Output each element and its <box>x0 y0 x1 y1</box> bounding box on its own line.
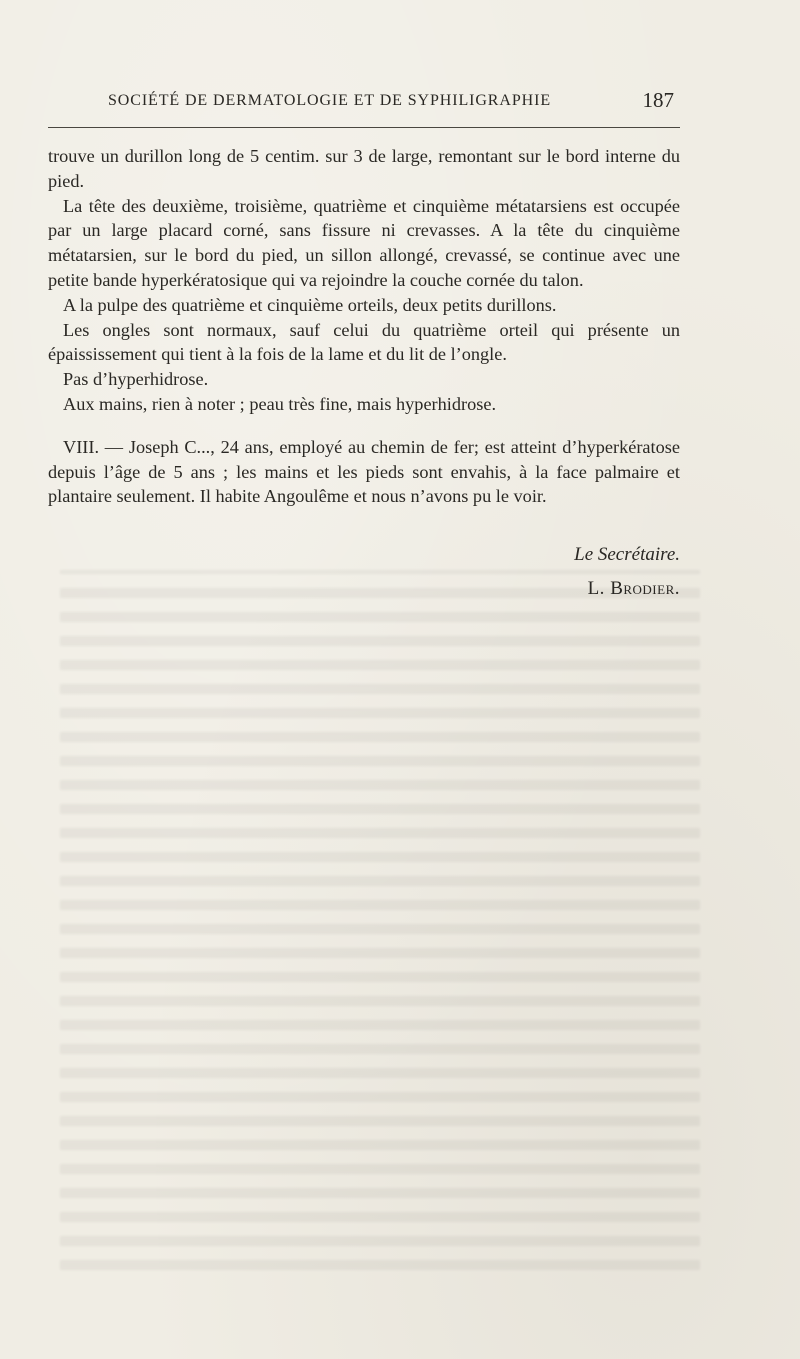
signature-role: Le Secrétaire. <box>574 544 680 565</box>
paragraph-hands: Aux mains, rien à noter ; peau très fine, mais hyperhidrose. <box>63 393 497 414</box>
page-header <box>48 90 680 118</box>
article-body <box>48 144 680 509</box>
paragraph-hyperhidrosis: Pas d’hyperhidrose. <box>63 369 209 390</box>
paragraph-metatarsal: La tête des deuxième, troisième, quatrième et cinquième métatarsiens est occupée par un large placard corné, sans fissure ni crevasses. A la tête du cinquième métatarsien, sur le bord du pied, un sillon allongé, crevassé, se continue avec une petite bande hyperkératosique qui va rejoindre la couche cornée du talon. <box>48 195 680 290</box>
page-number: 187 <box>642 88 674 112</box>
paragraph-continuation: trouve un durillon long de 5 centim. sur 3 de large, remontant sur le bord interne du pied. <box>48 146 680 191</box>
paragraph-nails: Les ongles sont normaux, sauf celui du quatrième orteil qui présente un épaississement qui tient à la fois de la lame et du lit de l’ongle. <box>48 319 680 365</box>
running-head-title: SOCIÉTÉ DE DERMATOLOGIE ET DE SYPHILIGRAPHIE <box>108 92 551 109</box>
signature-surname: Brodier. <box>610 578 680 599</box>
paragraph-case-viii: VIII. — Joseph C..., 24 ans, employé au chemin de fer; est atteint d’hyperkératose depuis l’âge de 5 ans ; les mains et les pieds sont envahis, à la face palmaire et plantaire seulement. Il habite Angoulême et nous n’avons pu le voir. <box>48 436 680 507</box>
paragraph-toe-pulp: A la pulpe des quatrième et cinquième orteils, deux petits durillons. <box>63 294 557 315</box>
header-rule <box>48 127 680 128</box>
show-through-texture <box>60 570 700 1270</box>
signature-initial: L. <box>587 578 611 599</box>
